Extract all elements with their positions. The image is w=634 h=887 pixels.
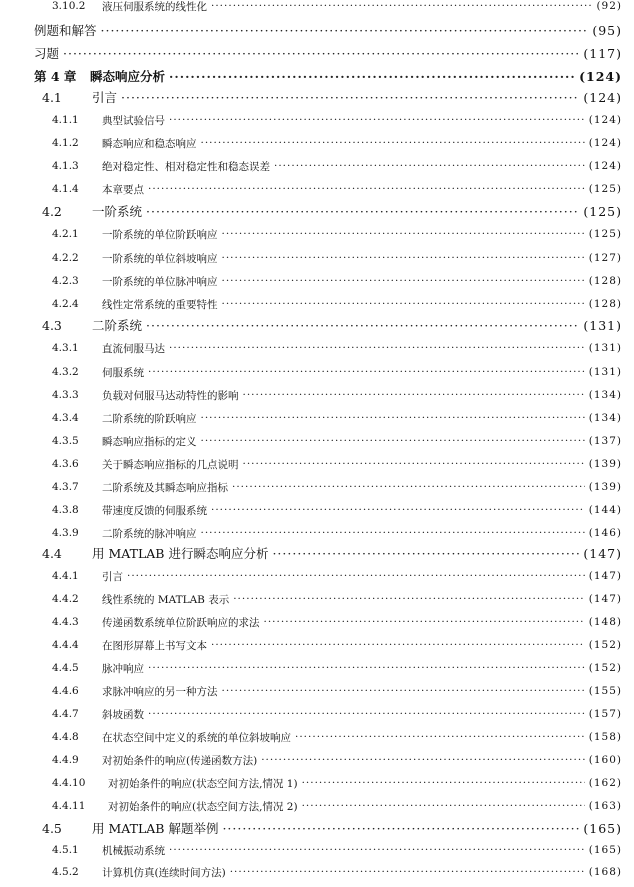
toc-entry-title: 引言 (92, 90, 118, 105)
toc-entry-page: (147) (588, 593, 622, 605)
toc-entry-page: (134) (588, 389, 622, 401)
leader-dots (148, 366, 585, 378)
toc-entry-number: 4.3.4 (52, 412, 79, 424)
toc-entry[interactable] (52, 0, 622, 17)
toc-entry-number: 4.2.4 (52, 298, 79, 310)
toc-entry-title: 引言 (102, 570, 123, 583)
toc-entry[interactable] (52, 270, 622, 292)
toc-entry-page: (124) (583, 89, 622, 105)
leader-dots (264, 616, 585, 628)
toc-entry[interactable] (52, 611, 622, 633)
toc-entry-title: 二阶系统 (92, 318, 143, 333)
toc-entry[interactable] (34, 19, 622, 41)
toc-entry[interactable] (52, 839, 622, 861)
toc-entry-title: 一阶系统的单位脉冲响应 (102, 275, 218, 288)
leader-dots (169, 342, 585, 354)
toc-entry[interactable] (34, 65, 622, 87)
toc-entry-number: 4.1.3 (52, 160, 79, 172)
leader-dots (201, 527, 585, 539)
toc-entry-number: 4.3.1 (52, 342, 79, 354)
toc-entry-page: (134) (588, 412, 622, 424)
toc-entry[interactable] (34, 42, 622, 64)
leader-dots (222, 685, 585, 697)
toc-entry-number: 4.3.9 (52, 527, 79, 539)
toc-entry-number: 4.5.2 (52, 866, 79, 878)
leader-dots (222, 298, 585, 310)
toc-entry-page: (163) (588, 800, 622, 812)
toc-entry-page: (162) (588, 777, 622, 789)
toc-entry-number: 3.10.2 (52, 0, 86, 12)
toc-entry[interactable] (52, 749, 622, 771)
toc-entry-number: 4.4.10 (52, 777, 86, 789)
toc-entry-title: 脉冲响应 (102, 662, 144, 675)
toc-entry-number: 4.4.8 (52, 731, 79, 743)
toc-entry-title: 本章要点 (102, 183, 144, 196)
toc-entry-title: 用 MATLAB 进行瞬态响应分析 (92, 546, 269, 561)
toc-entry-title: 一阶系统 (92, 204, 143, 219)
leader-dots (169, 69, 575, 84)
toc-entry-title: 液压伺服系统的线性化 (102, 0, 207, 13)
toc-entry-number: 4.4.4 (52, 639, 79, 651)
toc-entry-number: 4.4 (42, 545, 62, 561)
toc-entry-page: (165) (588, 844, 622, 856)
toc-entry-number: 4.2 (42, 203, 62, 219)
toc-entry-page: (124) (579, 68, 622, 84)
leader-dots (146, 204, 579, 219)
toc-entry[interactable] (52, 132, 622, 154)
toc-entry-title: 绝对稳定性、相对稳定性和稳态误差 (102, 160, 270, 173)
toc-entry-page: (147) (588, 570, 622, 582)
leader-dots (146, 318, 579, 333)
toc-entry[interactable] (52, 293, 622, 315)
toc-entry[interactable] (52, 476, 622, 498)
leader-dots (121, 90, 579, 105)
toc-entry-page: (139) (588, 481, 622, 493)
toc-entry-number: 4.4.3 (52, 616, 79, 628)
toc-entry-title: 带速度反馈的伺服系统 (102, 504, 207, 517)
toc-entry-page: (168) (588, 866, 622, 878)
toc-entry-title: 瞬态响应和稳态响应 (102, 137, 197, 150)
toc-entry-number: 4.3.7 (52, 481, 79, 493)
leader-dots (63, 46, 579, 61)
leader-dots (233, 593, 585, 605)
toc-entry-page: (124) (588, 137, 622, 149)
toc-entry[interactable] (52, 565, 622, 587)
toc-entry-number: 4.3.8 (52, 504, 79, 516)
leader-dots (243, 458, 585, 470)
toc-entry-page: (144) (588, 504, 622, 516)
toc-entry[interactable] (52, 337, 622, 359)
toc-entry-number: 4.4.1 (52, 570, 79, 582)
toc-entry-title: 二阶系统的阶跃响应 (102, 412, 197, 425)
toc-entry-page: (155) (588, 685, 622, 697)
toc-entry-title: 二阶系统的脉冲响应 (102, 527, 197, 540)
toc-entry[interactable] (42, 817, 622, 839)
leader-dots (101, 23, 589, 38)
toc-entry-page: (124) (588, 114, 622, 126)
toc-entry[interactable] (52, 634, 622, 656)
toc-entry-page: (125) (588, 183, 622, 195)
toc-entry-page: (92) (596, 0, 622, 12)
toc-entry-number: 4.2.2 (52, 252, 79, 264)
toc-entry-title: 伺服系统 (102, 366, 144, 379)
toc-entry[interactable] (52, 384, 622, 406)
toc-entry[interactable] (52, 453, 622, 475)
toc-entry[interactable] (52, 247, 622, 269)
toc-entry-number: 第 4 章 (34, 69, 77, 84)
toc-entry-title: 用 MATLAB 解题举例 (92, 821, 219, 836)
leader-dots (232, 481, 585, 493)
toc-entry-title: 传递函数系统单位阶跃响应的求法 (102, 616, 260, 629)
toc-entry-page: (152) (588, 639, 622, 651)
toc-entry-number: 4.1.4 (52, 183, 79, 195)
leader-dots (272, 546, 579, 561)
toc-entry[interactable] (52, 522, 622, 544)
toc-entry-page: (165) (583, 820, 622, 836)
leader-dots (201, 412, 585, 424)
toc-entry-title: 对初始条件的响应(状态空间方法,情况 2) (108, 800, 298, 813)
toc-entry-page: (127) (588, 252, 622, 264)
toc-entry-number: 4.4.2 (52, 593, 79, 605)
toc-entry-title: 瞬态响应指标的定义 (102, 435, 197, 448)
leader-dots (211, 0, 592, 12)
toc-entry-page: (147) (583, 545, 622, 561)
toc-entry-page: (124) (588, 160, 622, 172)
leader-dots (148, 183, 585, 195)
leader-dots (274, 160, 585, 172)
toc-entry-number: 4.2.3 (52, 275, 79, 287)
toc-entry[interactable] (52, 155, 622, 177)
toc-entry-page: (158) (588, 731, 622, 743)
toc-entry-title: 计算机仿真(连续时间方法) (102, 866, 226, 879)
toc-entry[interactable] (52, 861, 622, 883)
toc-entry-number: 4.4.6 (52, 685, 79, 697)
toc-entry-title: 一阶系统的单位阶跃响应 (102, 228, 218, 241)
toc-entry-page: (137) (588, 435, 622, 447)
toc-entry-page: (128) (588, 298, 622, 310)
toc-entry-page: (95) (592, 22, 622, 38)
leader-dots (148, 662, 585, 674)
toc-entry[interactable] (52, 726, 622, 748)
toc-entry-number: 4.1 (42, 89, 62, 105)
toc-entry-title: 机械振动系统 (102, 844, 165, 857)
leader-dots (211, 504, 585, 516)
toc-entry[interactable] (52, 680, 622, 702)
toc-entry[interactable] (42, 200, 622, 222)
toc-entry-page: (128) (588, 275, 622, 287)
leader-dots (222, 228, 585, 240)
toc-entry-title: 典型试验信号 (102, 114, 165, 127)
toc-entry-title: 在状态空间中定义的系统的单位斜坡响应 (102, 731, 291, 744)
toc-entry[interactable] (42, 542, 622, 564)
leader-dots (261, 754, 585, 766)
toc-entry-page: (117) (583, 45, 622, 61)
toc-entry-page: (148) (588, 616, 622, 628)
leader-dots (169, 114, 585, 126)
leader-dots (201, 137, 585, 149)
toc-entry[interactable] (42, 314, 622, 336)
leader-dots (222, 252, 585, 264)
toc-entry-number: 4.5.1 (52, 844, 79, 856)
leader-dots (201, 435, 585, 447)
toc-entry[interactable] (42, 86, 622, 108)
toc-entry[interactable] (52, 109, 622, 131)
toc-entry-number: 4.3 (42, 317, 62, 333)
toc-entry-title: 二阶系统及其瞬态响应指标 (102, 481, 228, 494)
toc-entry-number: 4.4.9 (52, 754, 79, 766)
toc-entry-number: 4.3.5 (52, 435, 79, 447)
toc-entry-page: (131) (588, 342, 622, 354)
toc-entry[interactable] (52, 407, 622, 429)
toc-entry-title: 一阶系统的单位斜坡响应 (102, 252, 218, 265)
toc-entry-title: 求脉冲响应的另一种方法 (102, 685, 218, 698)
toc-entry-title: 线性系统的 MATLAB 表示 (102, 593, 230, 606)
toc-entry-page: (125) (588, 228, 622, 240)
toc-entry-title: 瞬态响应分析 (90, 69, 166, 84)
leader-dots (302, 800, 585, 812)
leader-dots (211, 639, 585, 651)
toc-entry-page: (146) (588, 527, 622, 539)
toc-entry-title: 斜坡函数 (102, 708, 144, 721)
toc-entry-page: (160) (588, 754, 622, 766)
toc-entry-title: 习题 (34, 46, 60, 61)
toc-entry-page: (131) (583, 317, 622, 333)
leader-dots (295, 731, 585, 743)
leader-dots (222, 821, 579, 836)
toc-entry-title: 关于瞬态响应指标的几点说明 (102, 458, 239, 471)
leader-dots (169, 844, 585, 856)
toc-entry[interactable] (52, 772, 622, 794)
toc-entry[interactable] (52, 361, 622, 383)
toc-entry[interactable] (52, 588, 622, 610)
toc-entry[interactable] (52, 657, 622, 679)
leader-dots (243, 389, 585, 401)
toc-entry-number: 4.4.11 (52, 800, 86, 812)
toc-entry-title: 对初始条件的响应(传递函数方法) (102, 754, 258, 767)
toc-entry-number: 4.3.6 (52, 458, 79, 470)
toc-entry-number: 4.4.5 (52, 662, 79, 674)
toc-entry-title: 例题和解答 (34, 23, 97, 38)
toc-entry-title: 线性定常系统的重要特性 (102, 298, 218, 311)
toc-entry-number: 4.3.3 (52, 389, 79, 401)
toc-entry-number: 4.5 (42, 820, 62, 836)
toc-entry[interactable] (52, 703, 622, 725)
leader-dots (230, 866, 585, 878)
leader-dots (148, 708, 585, 720)
toc-entry[interactable] (52, 178, 622, 200)
toc-entry[interactable] (52, 430, 622, 452)
toc-entry-page: (125) (583, 203, 622, 219)
toc-entry[interactable] (52, 795, 622, 817)
toc-entry-title: 直流伺服马达 (102, 342, 165, 355)
leader-dots (222, 275, 585, 287)
toc-entry[interactable] (52, 223, 622, 245)
leader-dots (302, 777, 585, 789)
toc-entry-number: 4.1.1 (52, 114, 79, 126)
toc-entry[interactable] (52, 499, 622, 521)
toc-entry-title: 负载对伺服马达动特性的影响 (102, 389, 239, 402)
toc-entry-number: 4.3.2 (52, 366, 79, 378)
toc-entry-number: 4.2.1 (52, 228, 79, 240)
toc-entry-page: (139) (588, 458, 622, 470)
toc-entry-page: (131) (588, 366, 622, 378)
toc-entry-page: (157) (588, 708, 622, 720)
toc-entry-number: 4.1.2 (52, 137, 79, 149)
toc-entry-page: (152) (588, 662, 622, 674)
leader-dots (127, 570, 585, 582)
toc-entry-number: 4.4.7 (52, 708, 79, 720)
toc-entry-title: 对初始条件的响应(状态空间方法,情况 1) (108, 777, 298, 790)
toc-entry-title: 在图形屏幕上书写文本 (102, 639, 207, 652)
